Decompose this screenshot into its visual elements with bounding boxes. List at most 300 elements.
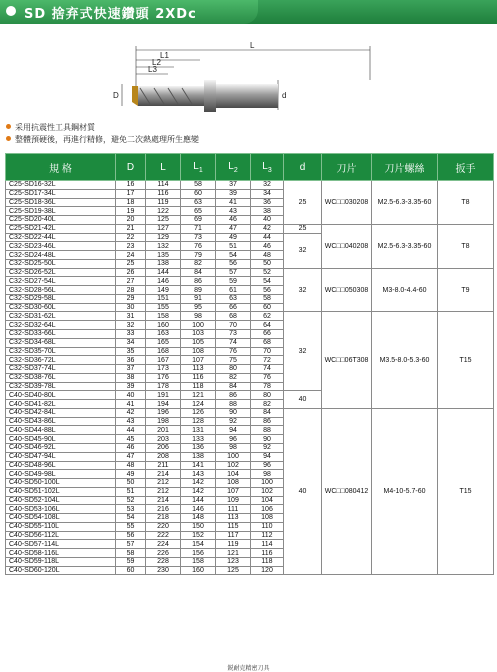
l1-cell: 146 (181, 505, 216, 514)
model-cell: C32-SD23-46L (6, 242, 116, 251)
insert-cell: WC□□080412 (322, 408, 372, 575)
l2-cell: 107 (216, 487, 251, 496)
l-cell: 144 (146, 268, 181, 277)
l1-cell: 60 (181, 189, 216, 198)
l-cell: 173 (146, 365, 181, 374)
l2-cell: 74 (216, 338, 251, 347)
d-cell: 54 (116, 514, 146, 523)
d-cell: 58 (116, 549, 146, 558)
model-cell: C25-SD20-40L (6, 216, 116, 225)
l1-cell: 65 (181, 207, 216, 216)
d-cell: 19 (116, 207, 146, 216)
l3-cell: 84 (251, 408, 284, 417)
model-cell: C40-SD49-98L (6, 470, 116, 479)
model-cell: C40-SD46-92L (6, 443, 116, 452)
l-cell: 218 (146, 514, 181, 523)
l2-cell: 66 (216, 303, 251, 312)
l3-cell: 118 (251, 557, 284, 566)
d-cell: 48 (116, 461, 146, 470)
d-cell: 51 (116, 487, 146, 496)
l1-cell: 136 (181, 443, 216, 452)
l3-cell: 110 (251, 522, 284, 531)
shank-d-cell: 25 (284, 224, 322, 233)
l2-cell: 39 (216, 189, 251, 198)
drill-shank (216, 84, 278, 108)
title-bullet-icon (6, 6, 16, 16)
model-cell: C32-SD37-74L (6, 365, 116, 374)
shank-d-cell: 32 (284, 312, 322, 391)
l2-cell: 84 (216, 382, 251, 391)
l3-cell: 56 (251, 286, 284, 295)
d-cell: 24 (116, 251, 146, 260)
l3-cell: 86 (251, 417, 284, 426)
l1-cell: 124 (181, 400, 216, 409)
table-row (6, 268, 494, 277)
l-cell: 191 (146, 391, 181, 400)
insert-cell: WC□□06T308 (322, 312, 372, 408)
d-cell: 44 (116, 426, 146, 435)
l-cell: 222 (146, 531, 181, 540)
model-cell: C32-SD26-52L (6, 268, 116, 277)
l3-cell: 82 (251, 400, 284, 409)
model-cell: C32-SD28-56L (6, 286, 116, 295)
l2-cell: 113 (216, 514, 251, 523)
header-l2: $L_2$ (216, 154, 251, 181)
d-cell: 40 (116, 391, 146, 400)
l-cell: 114 (146, 181, 181, 190)
l3-cell: 94 (251, 452, 284, 461)
page-title: SD 捨弃式快速鑽頭 2XDc (24, 7, 197, 22)
l-cell: 151 (146, 294, 181, 303)
l3-cell: 64 (251, 321, 284, 330)
l2-cell: 96 (216, 435, 251, 444)
l1-cell: 152 (181, 531, 216, 540)
l-cell: 214 (146, 470, 181, 479)
header-insert: 刀片 (322, 154, 372, 181)
shank-d-cell: 32 (284, 233, 322, 268)
l2-cell: 73 (216, 330, 251, 339)
d-cell: 30 (116, 303, 146, 312)
l1-cell: 98 (181, 312, 216, 321)
d-cell: 42 (116, 408, 146, 417)
l-cell: 160 (146, 321, 181, 330)
model-cell: C32-SD34-68L (6, 338, 116, 347)
l3-cell: 52 (251, 268, 284, 277)
l3-cell: 54 (251, 277, 284, 286)
d-cell: 46 (116, 443, 146, 452)
l3-cell: 70 (251, 347, 284, 356)
d-cell: 28 (116, 286, 146, 295)
l3-cell: 48 (251, 251, 284, 260)
l1-cell: 118 (181, 382, 216, 391)
header-model: 規 格 (6, 154, 116, 181)
model-cell: C32-SD33-66L (6, 330, 116, 339)
l-cell: 155 (146, 303, 181, 312)
d-cell: 57 (116, 540, 146, 549)
model-cell: C32-SD36-72L (6, 356, 116, 365)
l-cell: 125 (146, 216, 181, 225)
d-cell: 49 (116, 470, 146, 479)
l-cell: 138 (146, 259, 181, 268)
shank-d-cell: 32 (284, 268, 322, 312)
l2-cell: 109 (216, 496, 251, 505)
l-cell: 201 (146, 426, 181, 435)
bullet-icon (6, 124, 11, 129)
model-cell: C32-SD38-76L (6, 373, 116, 382)
l2-cell: 100 (216, 452, 251, 461)
l3-cell: 40 (251, 216, 284, 225)
d-cell: 29 (116, 294, 146, 303)
l3-cell: 92 (251, 443, 284, 452)
l1-cell: 79 (181, 251, 216, 260)
l-cell: 167 (146, 356, 181, 365)
l3-cell: 46 (251, 242, 284, 251)
drill-drawing (110, 30, 410, 130)
l3-cell: 36 (251, 198, 284, 207)
l3-cell: 114 (251, 540, 284, 549)
l1-cell: 58 (181, 181, 216, 190)
d-cell: 53 (116, 505, 146, 514)
d-cell: 23 (116, 242, 146, 251)
d-cell: 25 (116, 259, 146, 268)
l-cell: 163 (146, 330, 181, 339)
l-cell: 132 (146, 242, 181, 251)
l-cell: 168 (146, 347, 181, 356)
l3-cell: 34 (251, 189, 284, 198)
l3-cell: 32 (251, 181, 284, 190)
model-cell: C25-SD19-38L (6, 207, 116, 216)
model-cell: C40-SD58-116L (6, 549, 116, 558)
model-cell: C40-SD53-106L (6, 505, 116, 514)
l-cell: 146 (146, 277, 181, 286)
label-l2: L2 (152, 58, 161, 67)
l3-cell: 112 (251, 531, 284, 540)
l-cell: 194 (146, 400, 181, 409)
l3-cell: 98 (251, 470, 284, 479)
l1-cell: 69 (181, 216, 216, 225)
model-cell: C32-SD32-64L (6, 321, 116, 330)
l2-cell: 92 (216, 417, 251, 426)
l3-cell: 60 (251, 303, 284, 312)
l3-cell: 50 (251, 259, 284, 268)
model-cell: C32-SD22-44L (6, 233, 116, 242)
drill-flute-body (138, 86, 204, 106)
d-cell: 27 (116, 277, 146, 286)
l2-cell: 68 (216, 312, 251, 321)
l2-cell: 51 (216, 242, 251, 251)
l-cell: 228 (146, 557, 181, 566)
shank-d-cell: 40 (284, 408, 322, 575)
l2-cell: 54 (216, 251, 251, 260)
d-cell: 36 (116, 356, 146, 365)
l3-cell: 90 (251, 435, 284, 444)
l3-cell: 96 (251, 461, 284, 470)
model-cell: C32-SD39-78L (6, 382, 116, 391)
d-cell: 43 (116, 417, 146, 426)
l1-cell: 84 (181, 268, 216, 277)
header-wrench: 扳手 (438, 154, 494, 181)
model-cell: C40-SD59-118L (6, 557, 116, 566)
l2-cell: 102 (216, 461, 251, 470)
l1-cell: 142 (181, 479, 216, 488)
l3-cell: 104 (251, 496, 284, 505)
insert-icon (132, 86, 138, 106)
l3-cell: 68 (251, 338, 284, 347)
l1-cell: 73 (181, 233, 216, 242)
d-cell: 18 (116, 198, 146, 207)
l2-cell: 41 (216, 198, 251, 207)
l2-cell: 56 (216, 259, 251, 268)
l2-cell: 61 (216, 286, 251, 295)
l3-cell: 106 (251, 505, 284, 514)
l-cell: 176 (146, 373, 181, 382)
l-cell: 158 (146, 312, 181, 321)
l1-cell: 86 (181, 277, 216, 286)
l2-cell: 125 (216, 566, 251, 575)
l-cell: 196 (146, 408, 181, 417)
d-cell: 45 (116, 435, 146, 444)
drill-collar (204, 80, 216, 112)
l2-cell: 46 (216, 216, 251, 225)
model-cell: C40-SD57-114L (6, 540, 116, 549)
l2-cell: 104 (216, 470, 251, 479)
l1-cell: 148 (181, 514, 216, 523)
l1-cell: 158 (181, 557, 216, 566)
screw-cell: M3-8.0-4.4-60 (372, 268, 438, 312)
model-cell: C40-SD60-120L (6, 566, 116, 575)
l1-cell: 143 (181, 470, 216, 479)
l3-cell: 116 (251, 549, 284, 558)
l-cell: 206 (146, 443, 181, 452)
header-screw: 刀片螺絲 (372, 154, 438, 181)
d-cell: 47 (116, 452, 146, 461)
model-cell: C40-SD42-84L (6, 408, 116, 417)
l1-cell: 156 (181, 549, 216, 558)
l1-cell: 128 (181, 417, 216, 426)
model-cell: C32-SD25-50L (6, 259, 116, 268)
model-cell: C25-SD18-36L (6, 198, 116, 207)
l-cell: 211 (146, 461, 181, 470)
l1-cell: 71 (181, 224, 216, 233)
model-cell: C32-SD27-54L (6, 277, 116, 286)
table-row (6, 181, 494, 190)
model-cell: C32-SD31-62L (6, 312, 116, 321)
l3-cell: 74 (251, 365, 284, 374)
d-cell: 60 (116, 566, 146, 575)
feature-2: 整體預硬後，再進行精修，避免二次熱處理所生應變 (6, 134, 199, 145)
l1-cell: 144 (181, 496, 216, 505)
l-cell: 212 (146, 487, 181, 496)
model-cell: C40-SD43-86L (6, 417, 116, 426)
screw-cell: M4-10-5.7-60 (372, 408, 438, 575)
l3-cell: 42 (251, 224, 284, 233)
l2-cell: 70 (216, 321, 251, 330)
l2-cell: 108 (216, 479, 251, 488)
table-row (6, 224, 494, 233)
l1-cell: 116 (181, 373, 216, 382)
l2-cell: 43 (216, 207, 251, 216)
wrench-cell: T15 (438, 312, 494, 408)
model-cell: C32-SD29-58L (6, 294, 116, 303)
d-cell: 32 (116, 321, 146, 330)
d-cell: 17 (116, 189, 146, 198)
l1-cell: 76 (181, 242, 216, 251)
l2-cell: 63 (216, 294, 251, 303)
model-cell: C40-SD41-82L (6, 400, 116, 409)
l2-cell: 117 (216, 531, 251, 540)
model-cell: C40-SD48-96L (6, 461, 116, 470)
l2-cell: 119 (216, 540, 251, 549)
label-l3: L3 (148, 65, 157, 74)
l-cell: 165 (146, 338, 181, 347)
l-cell: 214 (146, 496, 181, 505)
d-cell: 55 (116, 522, 146, 531)
l-cell: 203 (146, 435, 181, 444)
l3-cell: 62 (251, 312, 284, 321)
screw-cell: M3.5-8.0-5.3-60 (372, 312, 438, 408)
l2-cell: 57 (216, 268, 251, 277)
d-cell: 50 (116, 479, 146, 488)
d-cell: 59 (116, 557, 146, 566)
l1-cell: 141 (181, 461, 216, 470)
model-cell: C25-SD21-42L (6, 224, 116, 233)
title-tab (0, 0, 258, 24)
l1-cell: 91 (181, 294, 216, 303)
d-cell: 34 (116, 338, 146, 347)
l3-cell: 58 (251, 294, 284, 303)
l-cell: 212 (146, 479, 181, 488)
l3-cell: 100 (251, 479, 284, 488)
d-cell: 26 (116, 268, 146, 277)
model-cell: C40-SD55-110L (6, 522, 116, 531)
model-cell: C40-SD56-112L (6, 531, 116, 540)
l-cell: 127 (146, 224, 181, 233)
l-cell: 224 (146, 540, 181, 549)
l3-cell: 78 (251, 382, 284, 391)
shank-d-cell: 25 (284, 181, 322, 225)
d-cell: 41 (116, 400, 146, 409)
l1-cell: 63 (181, 198, 216, 207)
l2-cell: 76 (216, 347, 251, 356)
l1-cell: 105 (181, 338, 216, 347)
l1-cell: 154 (181, 540, 216, 549)
l2-cell: 98 (216, 443, 251, 452)
label-d-lower: d (282, 91, 287, 100)
l1-cell: 113 (181, 365, 216, 374)
l2-cell: 80 (216, 365, 251, 374)
l-cell: 230 (146, 566, 181, 575)
l1-cell: 131 (181, 426, 216, 435)
l1-cell: 103 (181, 330, 216, 339)
insert-cell: WC□□040208 (322, 224, 372, 268)
d-cell: 52 (116, 496, 146, 505)
l1-cell: 126 (181, 408, 216, 417)
model-cell: C32-SD24-48L (6, 251, 116, 260)
l2-cell: 115 (216, 522, 251, 531)
l-cell: 119 (146, 198, 181, 207)
header-l3: $L_3$ (251, 154, 284, 181)
l2-cell: 47 (216, 224, 251, 233)
spec-table (5, 153, 494, 575)
l1-cell: 138 (181, 452, 216, 461)
l2-cell: 59 (216, 277, 251, 286)
label-d-upper: D (113, 91, 119, 100)
l3-cell: 102 (251, 487, 284, 496)
l-cell: 135 (146, 251, 181, 260)
l1-cell: 82 (181, 259, 216, 268)
feature-1: 采用抗震性工具鋼材質 (6, 122, 95, 133)
l1-cell: 107 (181, 356, 216, 365)
l3-cell: 66 (251, 330, 284, 339)
l1-cell: 121 (181, 391, 216, 400)
wrench-cell: T8 (438, 181, 494, 225)
l-cell: 122 (146, 207, 181, 216)
d-cell: 16 (116, 181, 146, 190)
table-row (6, 408, 494, 417)
l2-cell: 94 (216, 426, 251, 435)
l3-cell: 80 (251, 391, 284, 400)
d-cell: 20 (116, 216, 146, 225)
l3-cell: 88 (251, 426, 284, 435)
l3-cell: 38 (251, 207, 284, 216)
model-cell: C40-SD54-108L (6, 514, 116, 523)
d-cell: 33 (116, 330, 146, 339)
header-l1: $L_1$ (181, 154, 216, 181)
l-cell: 198 (146, 417, 181, 426)
l-cell: 116 (146, 189, 181, 198)
insert-cell: WC□□030208 (322, 181, 372, 225)
l1-cell: 95 (181, 303, 216, 312)
l-cell: 178 (146, 382, 181, 391)
l2-cell: 121 (216, 549, 251, 558)
model-cell: C32-SD35-70L (6, 347, 116, 356)
header-d: D (116, 154, 146, 181)
l1-cell: 133 (181, 435, 216, 444)
header-l: L (146, 154, 181, 181)
l2-cell: 86 (216, 391, 251, 400)
table-header (6, 154, 494, 181)
l2-cell: 82 (216, 373, 251, 382)
d-cell: 21 (116, 224, 146, 233)
l3-cell: 72 (251, 356, 284, 365)
l3-cell: 76 (251, 373, 284, 382)
shank-d-cell: 40 (284, 391, 322, 409)
model-cell: C32-SD30-60L (6, 303, 116, 312)
l2-cell: 88 (216, 400, 251, 409)
insert-cell: WC□□050308 (322, 268, 372, 312)
l2-cell: 90 (216, 408, 251, 417)
l-cell: 220 (146, 522, 181, 531)
footer: 鋭耐克精密刀具 (227, 665, 270, 672)
label-l: L (250, 41, 255, 50)
model-cell: C25-SD17-34L (6, 189, 116, 198)
l2-cell: 111 (216, 505, 251, 514)
header-shank-d: d (284, 154, 322, 181)
d-cell: 31 (116, 312, 146, 321)
l3-cell: 108 (251, 514, 284, 523)
wrench-cell: T8 (438, 224, 494, 268)
l3-cell: 120 (251, 566, 284, 575)
l1-cell: 89 (181, 286, 216, 295)
d-cell: 39 (116, 382, 146, 391)
table-row (6, 312, 494, 321)
l2-cell: 123 (216, 557, 251, 566)
screw-cell: M2.5-6.3-3.35-60 (372, 181, 438, 225)
d-cell: 38 (116, 373, 146, 382)
wrench-cell: T9 (438, 268, 494, 312)
l-cell: 129 (146, 233, 181, 242)
l1-cell: 108 (181, 347, 216, 356)
